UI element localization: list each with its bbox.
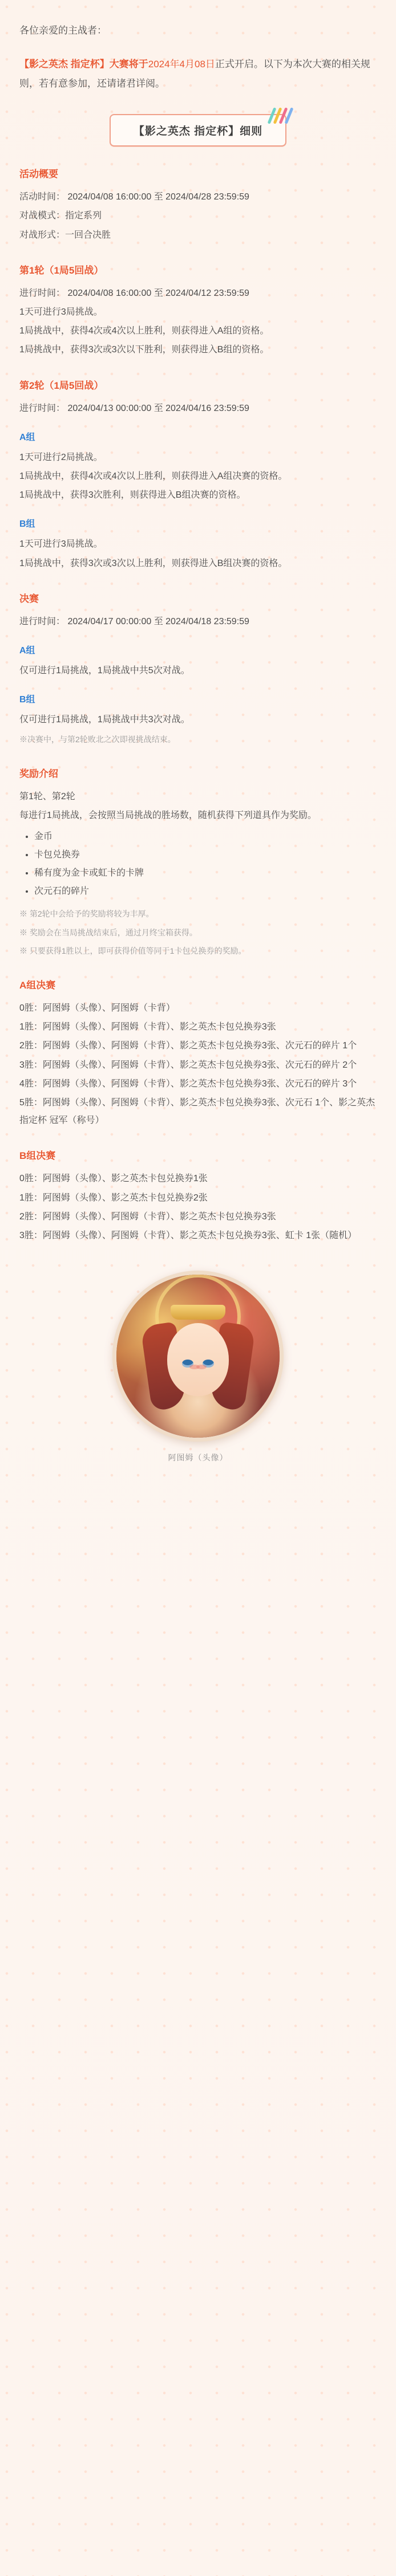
section-heading-final-b: B组决赛	[19, 1150, 56, 1162]
section-heading-rewards: 奖励介绍	[19, 768, 58, 779]
overview-line-format: 对战形式：一回合决胜	[19, 230, 111, 240]
final-group-b-label: B组	[19, 695, 35, 705]
round2-a-line-3: 1局挑战中，获得3次胜利，则获得进入B组决赛的资格。	[19, 490, 246, 500]
round1-line-time: 进行时间： 2024/04/08 16:00:00 至 2024/04/12 23:59:59	[19, 288, 249, 298]
greeting-text: 各位亲爱的主战者：	[19, 25, 107, 36]
final-b-reward-2: 2胜：阿图姆（头像）、阿图姆（卡背）、影之英杰卡包兑换券3张	[19, 1211, 276, 1222]
rewards-note-2: ※ 奖励会在当局挑战结束后，通过月终宝箱获得。	[19, 927, 197, 937]
final-a-rewards-block	[19, 999, 377, 1129]
title-banner-container	[19, 114, 377, 146]
round2-block	[19, 400, 377, 572]
round1-block	[19, 284, 377, 359]
character-illustration	[116, 1275, 280, 1438]
overview-block	[19, 188, 377, 244]
overview-line-time: 活动时间： 2024/04/08 16:00:00 至 2024/04/28 23:59:59	[19, 192, 249, 202]
list-item: • 次元石的碎片	[34, 882, 377, 901]
final-block	[19, 613, 377, 747]
final-a-line-1: 仅可进行1局挑战，1局挑战中共5次对战。	[19, 665, 190, 675]
final-b-reward-0: 0胜：阿图姆（头像）、影之英杰卡包兑换券1张	[19, 1174, 208, 1184]
final-b-reward-1: 1胜：阿图姆（头像）、影之英杰卡包兑换券2张	[19, 1193, 208, 1203]
final-a-reward-0: 0胜：阿图姆（头像）、阿图姆（卡背）	[19, 1003, 175, 1014]
section-heading-overview: 活动概要	[19, 169, 58, 180]
final-a-reward-5: 5胜：阿图姆（头像）、阿图姆（卡背）、影之英杰卡包兑换券3张、次元石 1个、影之英杰 指定杯 冠军（称号）	[19, 1097, 375, 1126]
opening-paragraph	[19, 55, 377, 93]
final-line-time: 进行时间： 2024/04/17 00:00:00 至 2024/04/18 23:59:59	[19, 616, 249, 626]
blush-right	[196, 1365, 207, 1369]
section-heading-round1: 第1轮（1局5回战）	[19, 264, 104, 276]
round2-group-a-label: A组	[19, 432, 35, 442]
rewards-note-3: ※ 只要获得1胜以上，即可获得价值等同于1卡包兑换券的奖励。	[19, 946, 247, 956]
final-b-rewards-block	[19, 1170, 377, 1244]
overview-line-mode: 对战模式：指定系列	[19, 211, 102, 221]
list-item: • 卡包兑换券	[34, 846, 377, 864]
section-heading-round2: 第2轮（1局5回战）	[19, 380, 104, 391]
round1-line-groupb: 1局挑战中，获得3次或3次以下胜利，则获得进入B组的资格。	[19, 345, 269, 355]
rewards-line-rounds: 第1轮、第2轮	[19, 791, 75, 801]
avatar	[112, 1271, 284, 1442]
ribbon-decoration-icon	[268, 107, 294, 124]
character-artwork-section	[19, 1271, 377, 1463]
start-date-label: 2024年4月08日	[148, 59, 215, 70]
cup-name-label: 【影之英杰 指定杯】大赛将于	[19, 59, 148, 70]
round2-a-line-2: 1局挑战中，获得4次或4次以上胜利，则获得进入A组决赛的资格。	[19, 471, 288, 481]
round2-line-time: 进行时间： 2024/04/13 00:00:00 至 2024/04/16 23:59:59	[19, 403, 249, 413]
final-group-a-label: A组	[19, 645, 35, 656]
list-item: • 金币	[34, 828, 377, 846]
round2-b-line-2: 1局挑战中，获得3次或3次以上胜利，则获得进入B组决赛的资格。	[19, 558, 288, 568]
final-b-reward-3: 3胜：阿图姆（头像）、阿图姆（卡背）、影之英杰卡包兑换券3张、虹卡 1张（随机）	[19, 1230, 357, 1240]
section-heading-final: 决赛	[19, 593, 39, 604]
final-a-reward-4: 4胜：阿图姆（头像）、阿图姆（卡背）、影之英杰卡包兑换券3张、次元石的碎片 3个	[19, 1079, 357, 1089]
list-item: • 稀有度为金卡或虹卡的卡牌	[34, 864, 377, 882]
character-caption: 阿图姆（头像）	[168, 1453, 228, 1463]
round2-a-line-1: 1天可进行2局挑战。	[19, 452, 103, 462]
round2-group-b-label: B组	[19, 519, 35, 530]
final-b-line-1: 仅可进行1局挑战，1局挑战中共3次对战。	[19, 715, 190, 725]
rewards-block	[19, 788, 377, 959]
final-note: ※决赛中，与第2轮败北之次即视挑战结束。	[19, 735, 176, 744]
final-a-reward-1: 1胜：阿图姆（头像）、阿图姆（卡背）、影之英杰卡包兑换券3张	[19, 1022, 276, 1032]
title-banner	[110, 114, 286, 146]
banner-title: 【影之英杰 指定杯】细则	[133, 125, 263, 138]
character-face	[167, 1323, 229, 1396]
final-a-reward-2: 2胜：阿图姆（头像）、阿图姆（卡背）、影之英杰卡包兑换券3张、次元石的碎片 1个	[19, 1041, 357, 1051]
crown-icon	[171, 1305, 225, 1320]
round2-b-line-1: 1天可进行3局挑战。	[19, 539, 103, 550]
rewards-item-list	[19, 828, 377, 901]
rewards-note-1: ※ 第2轮中会给予的奖励将较为丰厚。	[19, 909, 154, 919]
final-a-reward-3: 3胜：阿图姆（头像）、阿图姆（卡背）、影之英杰卡包兑换券3张、次元石的碎片 2个	[19, 1060, 357, 1070]
section-heading-final-a: A组决赛	[19, 980, 56, 991]
rewards-line-desc: 每进行1局挑战，会按照当局挑战的胜场数，随机获得下列道具作为奖励。	[19, 811, 317, 821]
round1-line-daily: 1天可进行3局挑战。	[19, 307, 103, 318]
opening-suffix: 正式开启。以下为本次大赛的相关规则，若有意参加，还请诸君详阅。	[19, 59, 370, 89]
round1-line-groupa: 1局挑战中，获得4次或4次以上胜利，则获得进入A组的资格。	[19, 326, 269, 336]
